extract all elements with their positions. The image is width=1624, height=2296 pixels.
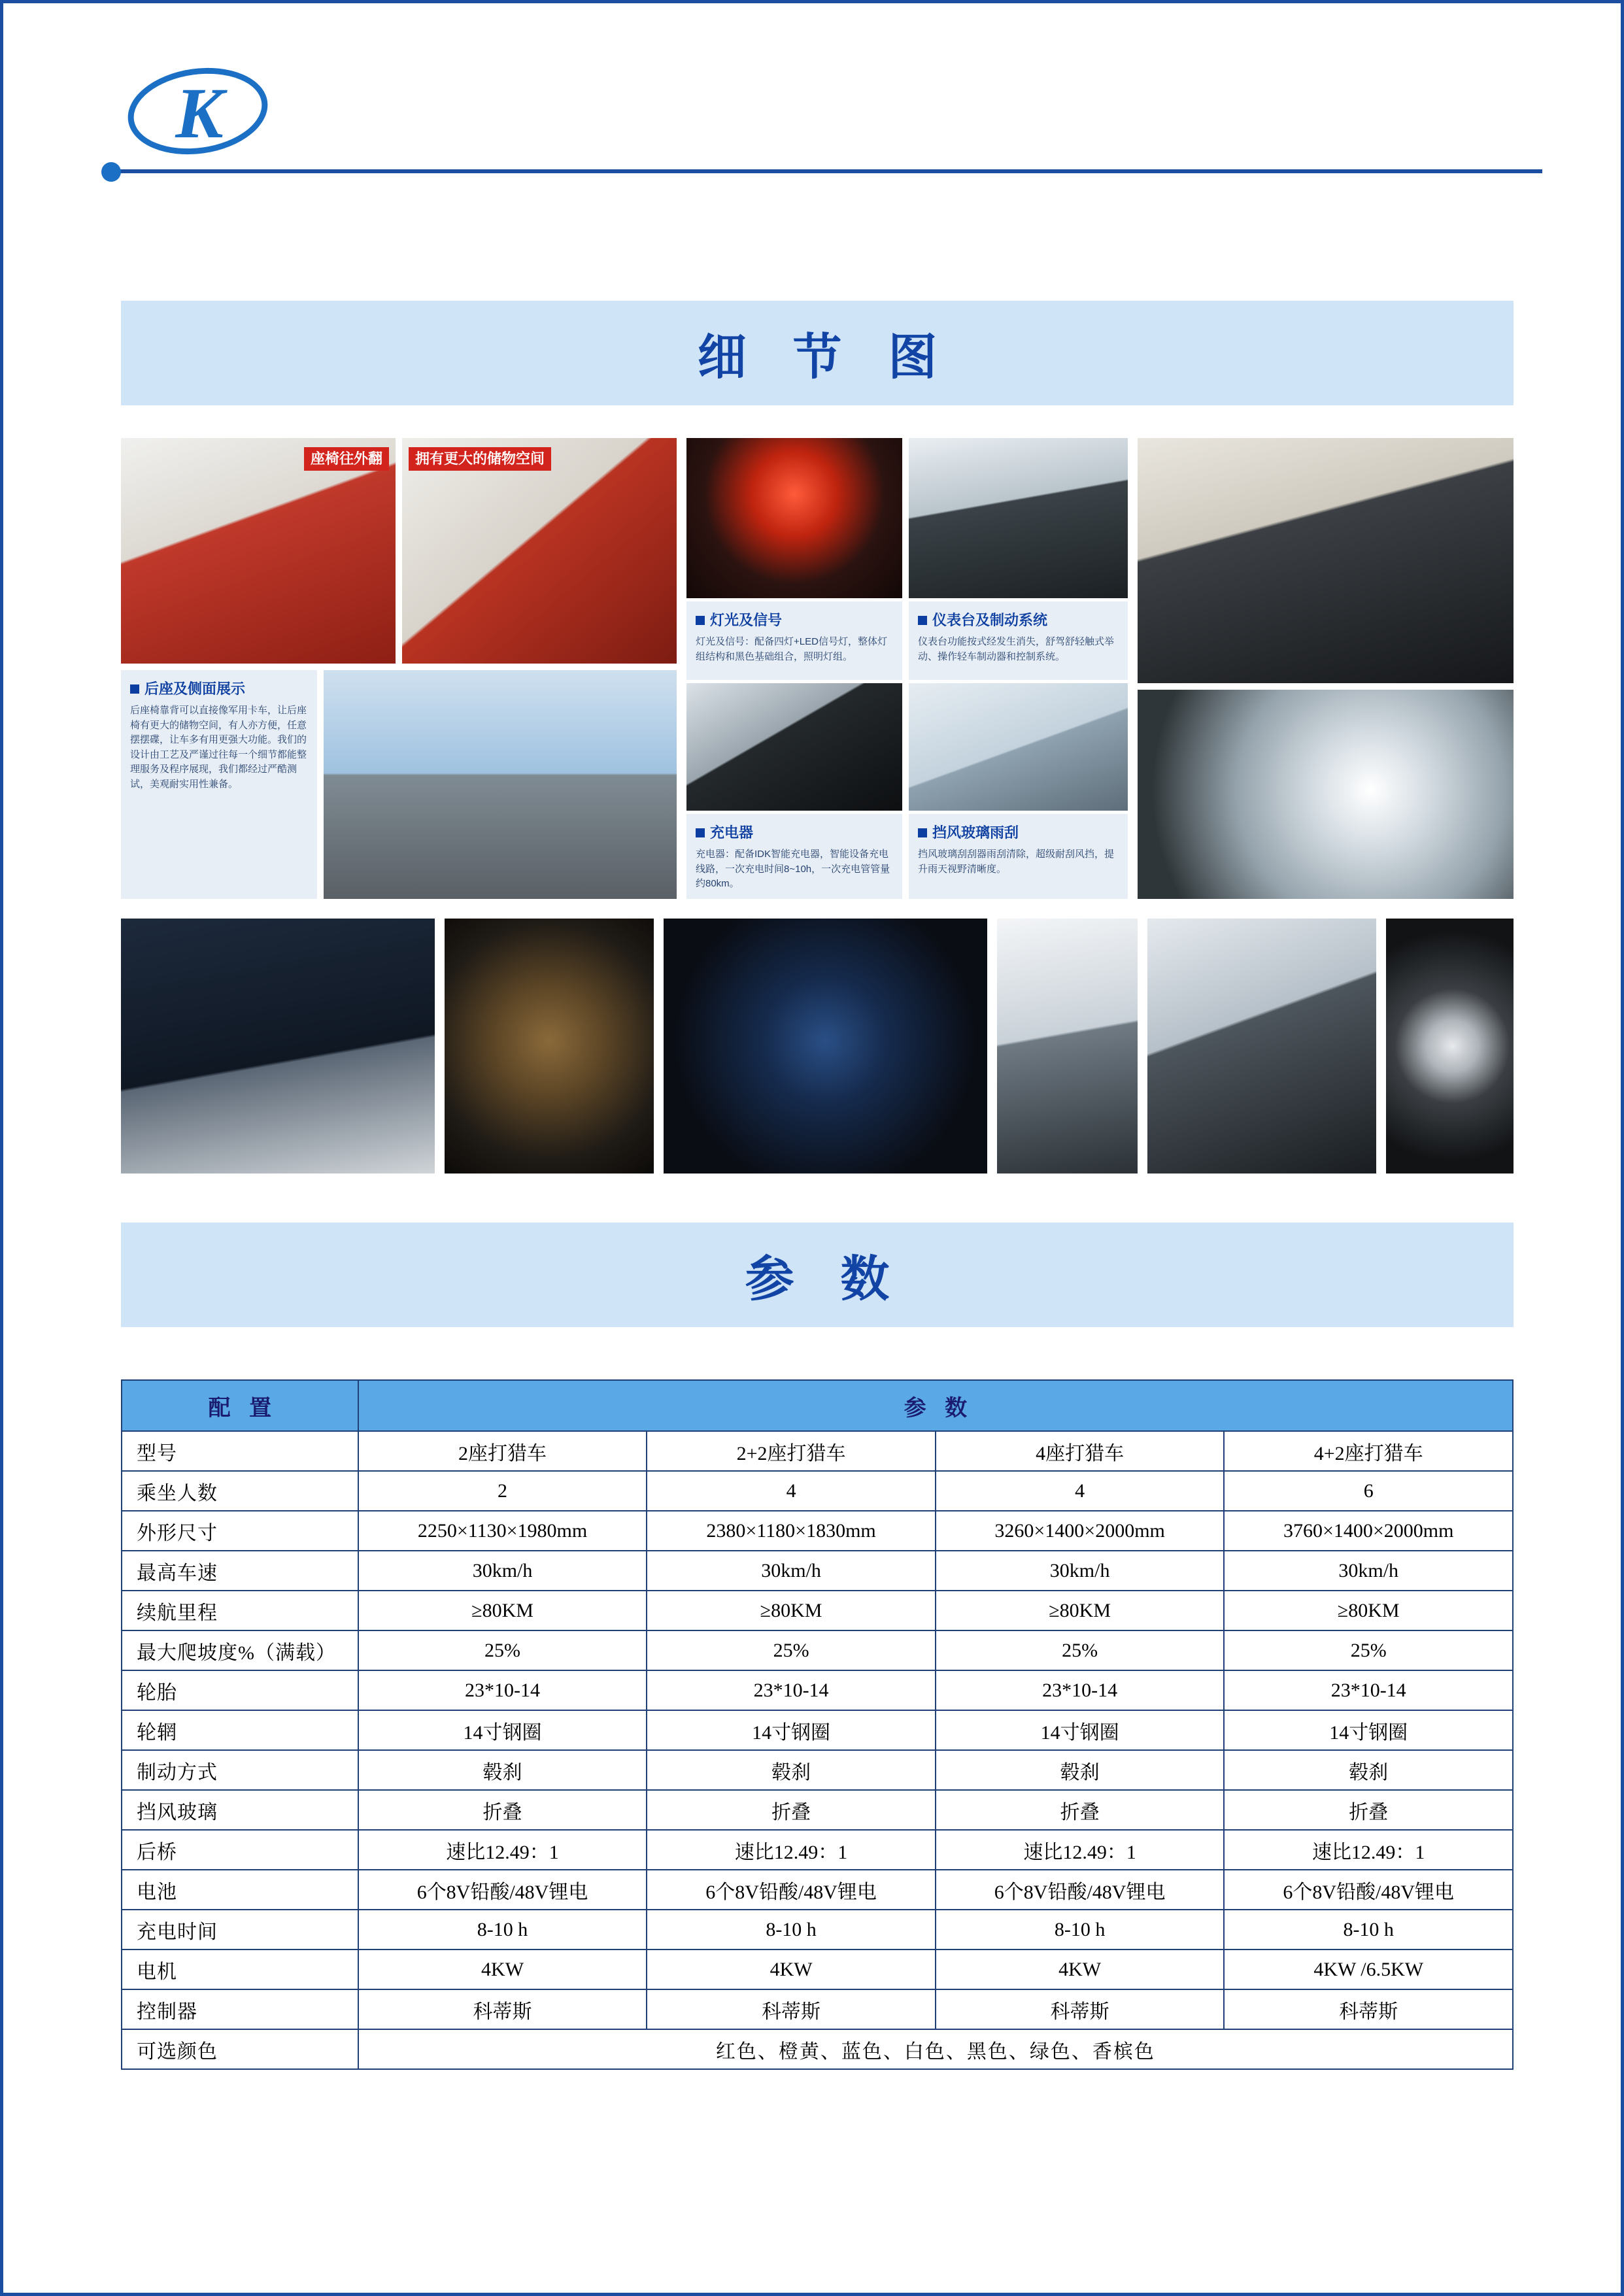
caption-wiper-title xyxy=(918,822,1119,842)
table-row xyxy=(122,1511,1513,1551)
table-row xyxy=(122,1790,1513,1830)
row-value: 毂刹 xyxy=(358,1750,647,1790)
row-value: 2380×1180×1830mm xyxy=(647,1511,936,1551)
header-dot-icon xyxy=(101,162,121,182)
row-value: 6 xyxy=(1224,1471,1513,1511)
header-config: 配 置 xyxy=(122,1380,358,1431)
row-value: 毂刹 xyxy=(647,1750,936,1790)
row-value: 速比12.49：1 xyxy=(1224,1830,1513,1870)
caption-charger-body: 充电器：配备IDK智能充电器，智能设备充电线路，一次充电时间8~10h，一次充电管管量约80km。 xyxy=(696,849,890,889)
row-label: 充电时间 xyxy=(122,1910,358,1950)
photo-seat-flip-1 xyxy=(121,438,396,664)
caption-dashboard-body: 仪表台功能按式经发生消失，舒驾舒轻触式举动、操作轻车制动器和控制系统。 xyxy=(918,636,1115,662)
row-value: 14寸钢圈 xyxy=(647,1710,936,1750)
row-label: 最高车速 xyxy=(122,1551,358,1591)
table-row xyxy=(122,1989,1513,2029)
row-label: 电机 xyxy=(122,1950,358,1989)
row-value: 8-10 h xyxy=(936,1910,1225,1950)
photo-seat-flip-2 xyxy=(402,438,677,664)
table-row xyxy=(122,1910,1513,1950)
badge-seat-flip: 座椅往外翻 xyxy=(304,447,389,471)
row-value: 30km/h xyxy=(647,1551,936,1591)
header-params: 参 数 xyxy=(358,1380,1513,1431)
section-title-detail: 细 节 图 xyxy=(697,330,955,385)
row-label: 乘坐人数 xyxy=(122,1471,358,1511)
row-value: 23*10-14 xyxy=(358,1670,647,1710)
caption-rear-seat-body: 后座椅靠背可以直接像军用卡车，让后座椅有更大的储物空间，有人亦方便，任意摆摆碟，让车多有用更强大功能。我们的设计由工艺及严谨过往每一个细节都能整理服务及程序展现，我们都经过严酷测试，美观耐实用性兼备。 xyxy=(130,705,307,790)
company-logo xyxy=(121,56,278,167)
row-value: 14寸钢圈 xyxy=(936,1710,1225,1750)
row-label: 外形尺寸 xyxy=(122,1511,358,1551)
table-row xyxy=(122,1950,1513,1989)
row-label: 轮胎 xyxy=(122,1670,358,1710)
page-inner xyxy=(3,3,1621,2293)
row-value: 4KW /6.5KW xyxy=(1224,1950,1513,1989)
row-value: 科蒂斯 xyxy=(647,1989,936,2029)
row-value: 折叠 xyxy=(647,1790,936,1830)
caption-wiper-body: 挡风玻璃刮刮器雨刮清除，超级耐刮风挡，提升雨天视野清晰度。 xyxy=(918,849,1115,875)
row-value: 4+2座打猎车 xyxy=(1224,1431,1513,1471)
caption-light xyxy=(686,601,902,680)
photo-seats xyxy=(1138,438,1514,683)
row-value: 8-10 h xyxy=(358,1910,647,1950)
caption-dashboard-title xyxy=(918,609,1119,630)
table-row xyxy=(122,1591,1513,1630)
row-value: 2+2座打猎车 xyxy=(647,1431,936,1471)
caption-charger-title xyxy=(696,822,893,842)
row-value: 6个8V铅酸/48V锂电 xyxy=(647,1870,936,1910)
row-value: 4KW xyxy=(358,1950,647,1989)
row-value: 科蒂斯 xyxy=(358,1989,647,2029)
section-title-params: 参 数 xyxy=(745,1252,907,1307)
row-value: 6个8V铅酸/48V锂电 xyxy=(936,1870,1225,1910)
caption-rear-seat-title xyxy=(130,678,308,698)
row-value: 折叠 xyxy=(358,1790,647,1830)
row-label: 可选颜色 xyxy=(122,2029,358,2069)
row-label: 挡风玻璃 xyxy=(122,1790,358,1830)
photo-dashboard xyxy=(909,438,1128,598)
row-value: 8-10 h xyxy=(647,1910,936,1950)
row-value: 30km/h xyxy=(358,1551,647,1591)
photo-headlight xyxy=(1138,690,1514,899)
photo-speaker xyxy=(445,919,654,1173)
photo-charger xyxy=(686,683,902,811)
table-row xyxy=(122,1471,1513,1511)
row-value: 科蒂斯 xyxy=(936,1989,1225,2029)
spec-table-wrapper xyxy=(121,1379,1514,2070)
square-bullet-icon xyxy=(130,684,139,694)
caption-rear-seat xyxy=(121,670,317,899)
caption-charger xyxy=(686,814,902,899)
table-row xyxy=(122,1670,1513,1710)
row-label: 续航里程 xyxy=(122,1591,358,1630)
row-value-colors: 红色、橙黄、蓝色、白色、黑色、绿色、香槟色 xyxy=(358,2029,1513,2069)
square-bullet-icon xyxy=(696,616,705,625)
spec-table xyxy=(121,1379,1514,2070)
row-value: 25% xyxy=(936,1630,1225,1670)
logo-letter: K xyxy=(175,73,221,153)
page-header xyxy=(101,49,1542,199)
photo-vehicle-blue xyxy=(324,670,677,899)
row-value: 4KW xyxy=(936,1950,1225,1989)
photo-wiper xyxy=(909,683,1128,811)
row-value: 2 xyxy=(358,1471,647,1511)
photo-usb-charger xyxy=(1147,919,1376,1173)
row-value: ≥80KM xyxy=(936,1591,1225,1630)
row-label: 制动方式 xyxy=(122,1750,358,1790)
section-banner-params xyxy=(121,1223,1514,1327)
row-value: 2座打猎车 xyxy=(358,1431,647,1471)
row-value: 3760×1400×2000mm xyxy=(1224,1511,1513,1551)
row-value: 4座打猎车 xyxy=(936,1431,1225,1471)
row-value: 30km/h xyxy=(936,1551,1225,1591)
row-label: 电池 xyxy=(122,1870,358,1910)
photo-wheel xyxy=(1386,919,1514,1173)
row-value: 毂刹 xyxy=(936,1750,1225,1790)
caption-wiper-title-text: 挡风玻璃雨刮 xyxy=(932,824,1019,841)
row-value: 14寸钢圈 xyxy=(358,1710,647,1750)
spec-table-body xyxy=(122,1431,1513,2069)
row-value: 2250×1130×1980mm xyxy=(358,1511,647,1551)
row-value: 23*10-14 xyxy=(936,1670,1225,1710)
caption-dashboard-title-text: 仪表台及制动系统 xyxy=(932,612,1048,628)
photo-mirror xyxy=(997,919,1138,1173)
row-value: 折叠 xyxy=(1224,1790,1513,1830)
row-value: 8-10 h xyxy=(1224,1910,1513,1950)
square-bullet-icon xyxy=(918,616,927,625)
row-value: 23*10-14 xyxy=(1224,1670,1513,1710)
caption-light-body: 灯光及信号：配备四灯+LED信号灯，整体灯组结构和黑色基础组合，照明灯组。 xyxy=(696,636,887,662)
badge-storage: 拥有更大的储物空间 xyxy=(409,447,551,471)
row-value: 速比12.49：1 xyxy=(647,1830,936,1870)
square-bullet-icon xyxy=(696,828,705,837)
row-value: 6个8V铅酸/48V锂电 xyxy=(358,1870,647,1910)
row-value: 速比12.49：1 xyxy=(358,1830,647,1870)
row-value: 23*10-14 xyxy=(647,1670,936,1710)
table-row xyxy=(122,1431,1513,1471)
square-bullet-icon xyxy=(918,828,927,837)
row-value: ≥80KM xyxy=(647,1591,936,1630)
row-value: 25% xyxy=(358,1630,647,1670)
photo-touchscreen xyxy=(121,919,435,1173)
row-value: 30km/h xyxy=(1224,1551,1513,1591)
row-value: 科蒂斯 xyxy=(1224,1989,1513,2029)
row-label: 最大爬坡度%（满载） xyxy=(122,1630,358,1670)
caption-dashboard xyxy=(909,601,1128,680)
row-value: 3260×1400×2000mm xyxy=(936,1511,1225,1551)
row-label: 轮辋 xyxy=(122,1710,358,1750)
row-value: 14寸钢圈 xyxy=(1224,1710,1513,1750)
caption-charger-title-text: 充电器 xyxy=(710,824,754,841)
caption-wiper xyxy=(909,814,1128,899)
table-header-row xyxy=(122,1380,1513,1431)
table-row xyxy=(122,1870,1513,1910)
row-value: 25% xyxy=(1224,1630,1513,1670)
caption-light-title-text: 灯光及信号 xyxy=(710,612,783,628)
table-row xyxy=(122,1710,1513,1750)
row-value: ≥80KM xyxy=(358,1591,647,1630)
section-banner-detail xyxy=(121,301,1514,405)
table-row xyxy=(122,1750,1513,1790)
table-row xyxy=(122,1551,1513,1591)
photo-tail-light xyxy=(686,438,902,598)
row-value: 折叠 xyxy=(936,1790,1225,1830)
row-value: 25% xyxy=(647,1630,936,1670)
table-row-colors xyxy=(122,2029,1513,2069)
row-value: 4KW xyxy=(647,1950,936,1989)
row-value: 速比12.49：1 xyxy=(936,1830,1225,1870)
photo-gear-shifter xyxy=(664,919,987,1173)
row-label: 后桥 xyxy=(122,1830,358,1870)
spec-table-head xyxy=(122,1380,1513,1431)
header-divider xyxy=(108,169,1542,173)
table-row xyxy=(122,1830,1513,1870)
row-value: 毂刹 xyxy=(1224,1750,1513,1790)
caption-light-title xyxy=(696,609,893,630)
row-label: 控制器 xyxy=(122,1989,358,2029)
row-label: 型号 xyxy=(122,1431,358,1471)
table-row xyxy=(122,1630,1513,1670)
row-value: 4 xyxy=(647,1471,936,1511)
caption-rear-seat-title-text: 后座及侧面展示 xyxy=(144,681,246,697)
row-value: ≥80KM xyxy=(1224,1591,1513,1630)
row-value: 6个8V铅酸/48V锂电 xyxy=(1224,1870,1513,1910)
row-value: 4 xyxy=(936,1471,1225,1511)
